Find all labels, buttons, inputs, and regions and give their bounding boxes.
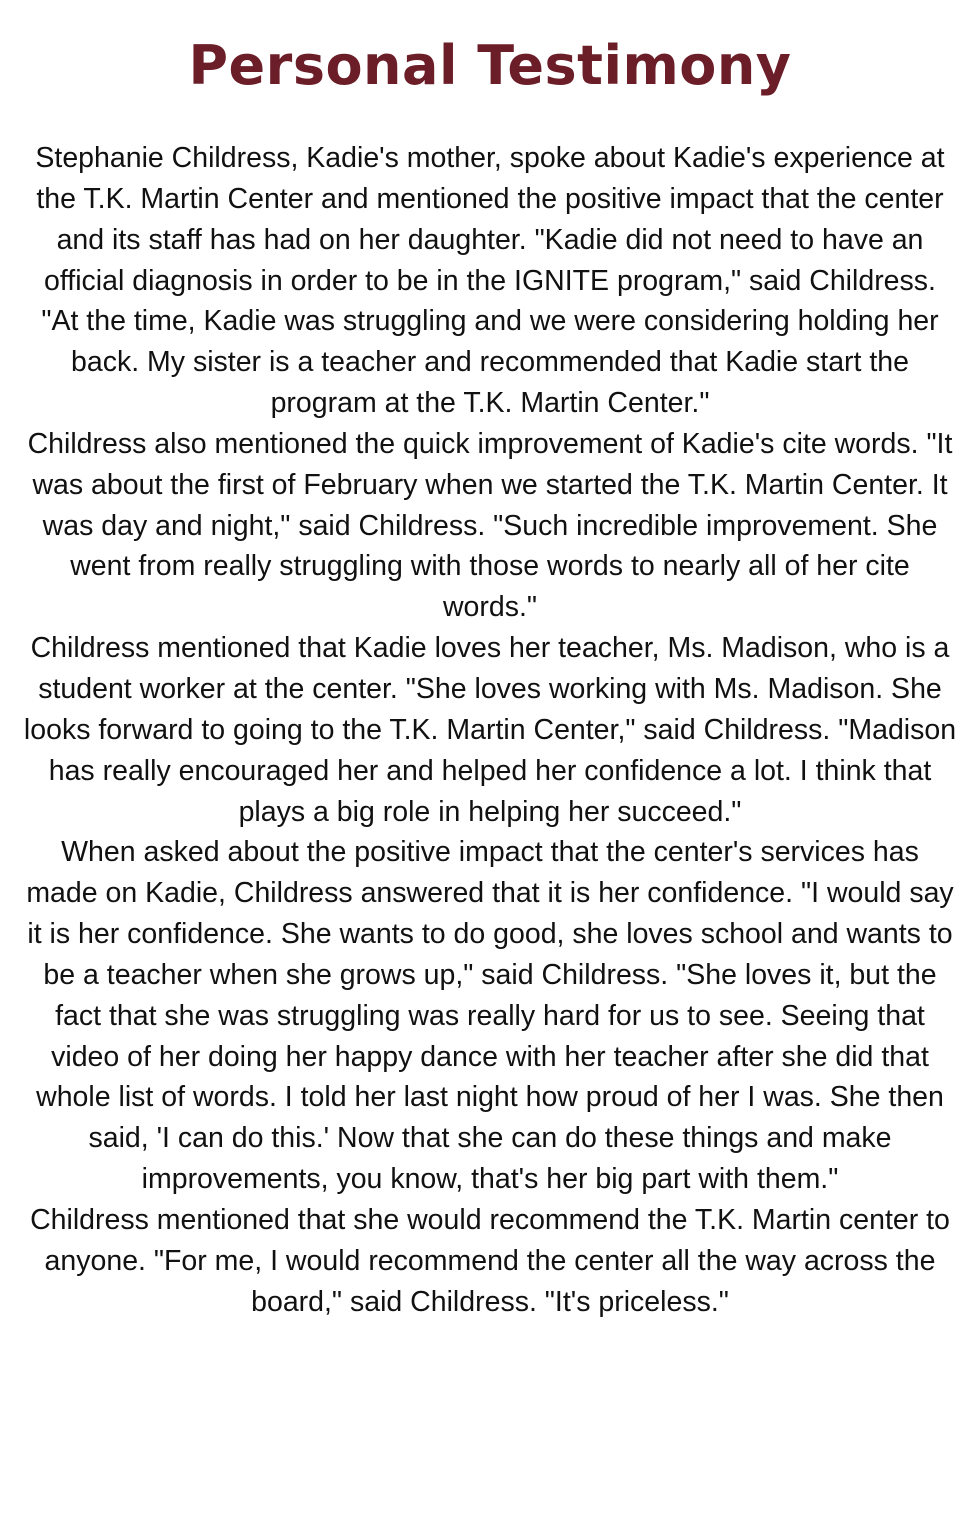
paragraph-improvement: Childress also mentioned the quick improvement of Kadie's cite words. "It was about the first of February when we started the T.K. Martin Center. It was day and night," said Childress. "Such incredible improvement. She went from really struggling with those words to nearly all of her cite words." <box>27 427 953 624</box>
paragraph-confidence: When asked about the positive impact that the center's services has made on Kadie, Childress answered that it is her confidence. "I would say it is her confidence. She wants to do good, she loves school and wants to be a teacher when she grows up," said Childress. "She loves it, but the fact that she was struggling was really hard for us to see. Seeing that video of her doing her happy dance with her teacher after she did that whole list of words. I told her last night how proud of her I was. She then said, 'I can do this.' Now that she can do these things and make improvements, you know, that's her big part with them." <box>26 836 954 1196</box>
paragraph-teacher: Childress mentioned that Kadie loves her teacher, Ms. Madison, who is a student worker at the center. "She loves working with Ms. Madison. She looks forward to going to the T.K. Martin Center," said Childress. "Madison has really encouraged her and helped her confidence a lot. I think that plays a big role in helping her succeed." <box>23 632 957 828</box>
paragraph-intro: Stephanie Childress, Kadie's mother, spoke about Kadie's experience at the T.K. Martin Center and mentioned the positive impact that the center and its staff has had on her daughter. "Kadie did not need to have an official diagnosis in order to be in the IGNITE program," said Childress. "At the time, Kadie was struggling and we were considering holding her back. My sister is a teacher and recommended that Kadie start the program at the T.K. Martin Center." <box>35 142 945 420</box>
testimony-body <box>22 138 958 1322</box>
paragraph-recommendation: Childress mentioned that she would recommend the T.K. Martin center to anyone. "For me, I would recommend the center all the way across the board," said Childress. "It's priceless." <box>30 1203 950 1318</box>
page-title: Personal Testimony <box>188 34 792 97</box>
